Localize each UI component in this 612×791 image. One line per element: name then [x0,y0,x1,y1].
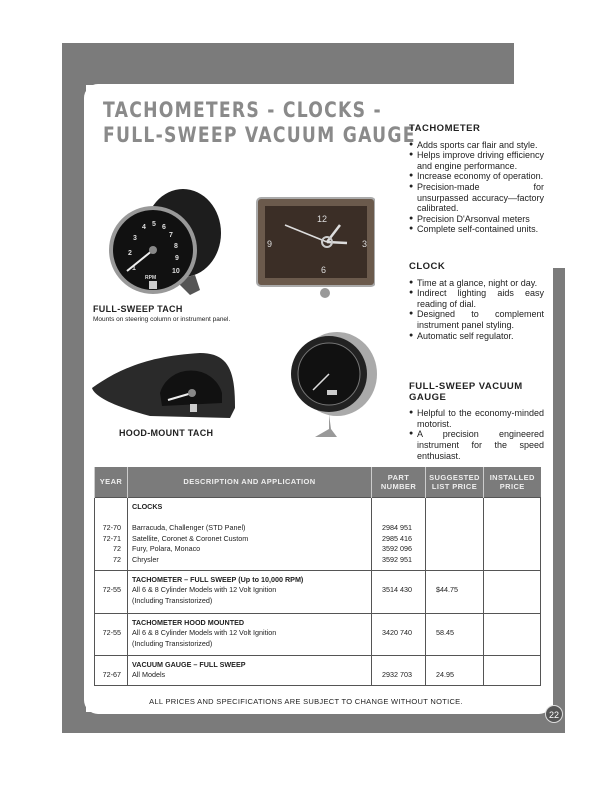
description-cell [128,655,372,685]
feature-item: ● Increase economy of operation. [409,171,544,182]
svg-text:9: 9 [267,239,273,249]
application: Barracuda, Challenger (STD Panel) [132,522,246,532]
header-installed-price: INSTALLED PRICE [484,467,541,497]
part-number: 3592 951 [382,555,412,565]
year-cell [95,655,128,685]
svg-text:9: 9 [175,255,179,262]
group-title: TACHOMETER – FULL SWEEP (Up to 10,000 RPM) [132,574,304,584]
svg-text:3: 3 [362,239,368,249]
group-title: CLOCKS [132,501,163,511]
feature-item: ● Precision-made for unsurpassed accuracy—factory calibrated. [409,182,544,214]
list-price: 58.45 [436,628,454,638]
svg-text:8: 8 [174,243,178,250]
svg-text:12: 12 [317,214,328,224]
page-title [103,98,416,148]
full-sweep-tach-image [105,185,225,300]
bottom-gray-band [62,712,565,733]
svg-text:3: 3 [133,235,137,242]
svg-text:10: 10 [172,268,180,275]
table-row [95,570,541,613]
part-number-cell [372,497,426,570]
part-number: 2985 416 [382,533,412,543]
part-number-cell [372,655,426,685]
right-gray-band [553,268,565,733]
year: 72-71 [102,533,121,543]
feature-item: ● Precision D'Arsonval meters [409,214,544,225]
description-cell [128,570,372,613]
group-title: VACUUM GAUGE – FULL SWEEP [132,659,246,669]
header-list-price: SUGGESTED LIST PRICE [426,467,484,497]
table-row [95,613,541,655]
hood-mount-tach-caption: HOOD-MOUNT TACH [119,428,214,438]
svg-text:7: 7 [169,232,173,239]
table-header-row [95,467,541,497]
description-cell [128,497,372,570]
full-sweep-tach-subcaption: Mounts on steering column or instrument panel. [93,316,231,323]
part-number: 2984 951 [382,522,412,532]
installed-price-cell [484,570,541,613]
installed-price-cell [484,655,541,685]
parts-price-table [94,467,541,686]
application: (Including Transistorized) [132,596,213,606]
application: All Models [132,670,166,680]
tachometer-features [409,124,544,235]
feature-item: ● Designed to complement instrument panel styling. [409,309,544,330]
application: (Including Transistorized) [132,639,213,649]
feature-item: ● Adds sports car flair and style. [409,140,544,151]
svg-text:5: 5 [152,221,156,228]
year: 72-55 [102,585,121,595]
list-price: 24.95 [436,670,454,680]
vacuum-gauge-features [409,382,544,461]
left-gray-band [62,43,86,733]
description-cell [128,613,372,655]
price-change-notice: ALL PRICES AND SPECIFICATIONS ARE SUBJECT TO CHANGE WITHOUT NOTICE. [149,697,463,706]
header-part-number: PART NUMBER [372,467,426,497]
feature-heading: CLOCK [409,261,446,272]
top-gray-band [62,43,514,85]
part-number: 2932 703 [382,670,412,680]
year-cell [95,613,128,655]
year: 72 [113,544,121,554]
application: Chrysler [132,555,159,565]
table-row [95,497,541,570]
application: Satellite, Coronet & Coronet Custom [132,533,249,543]
feature-item: ● A precision engineered instrument for the speed enthusiast. [409,429,544,461]
list-price-cell [426,497,484,570]
page-number: 22 [545,705,563,723]
application: Fury, Polara, Monaco [132,544,201,554]
group-title: TACHOMETER HOOD MOUNTED [132,617,245,627]
hood-mount-tach-image [90,348,240,423]
application: All 6 & 8 Cylinder Models with 12 Volt Ignition [132,585,277,595]
year-cell [95,570,128,613]
list-price-cell [426,655,484,685]
feature-heading: FULL-SWEEP VACUUM GAUGE [409,381,523,403]
application: All 6 & 8 Cylinder Models with 12 Volt Ignition [132,628,277,638]
clock-features [409,262,544,341]
year: 72-67 [102,670,121,680]
year: 72-55 [102,628,121,638]
table-row [95,655,541,685]
feature-heading: TACHOMETER [409,123,481,134]
svg-text:RPM: RPM [145,275,157,281]
header-year: YEAR [95,467,128,497]
list-price: $44.75 [436,585,458,595]
feature-item: ● Helpful to the economy-minded motorist. [409,408,544,429]
feature-item: ● Indirect lighting aids easy reading of dial. [409,288,544,309]
vacuum-gauge-image [285,332,380,440]
svg-text:4: 4 [142,224,146,231]
part-number-cell [372,570,426,613]
part-number: 3420 740 [382,628,412,638]
part-number-cell [372,613,426,655]
year: 72 [113,555,121,565]
clock-image [255,195,375,300]
installed-price-cell [484,497,541,570]
svg-text:2: 2 [128,250,132,257]
title-line-2: FULL-SWEEP VACUUM GAUGE [103,123,416,147]
installed-price-cell [484,613,541,655]
part-number: 3514 430 [382,585,412,595]
svg-text:6: 6 [162,224,166,231]
feature-item: ● Complete self-contained units. [409,224,544,235]
header-description: DESCRIPTION AND APPLICATION [128,467,372,497]
list-price-cell [426,570,484,613]
year-cell [95,497,128,570]
feature-item: ● Automatic self regulator. [409,331,544,342]
year: 72-70 [102,522,121,532]
svg-text:6: 6 [321,265,327,275]
feature-item: ● Helps improve driving efficiency and engine performance. [409,150,544,171]
svg-text:1: 1 [132,265,136,272]
feature-item: ● Time at a glance, night or day. [409,278,544,289]
full-sweep-tach-caption: FULL-SWEEP TACH [93,304,183,314]
part-number: 3592 096 [382,544,412,554]
title-line-1: TACHOMETERS - CLOCKS - [103,98,382,122]
list-price-cell [426,613,484,655]
